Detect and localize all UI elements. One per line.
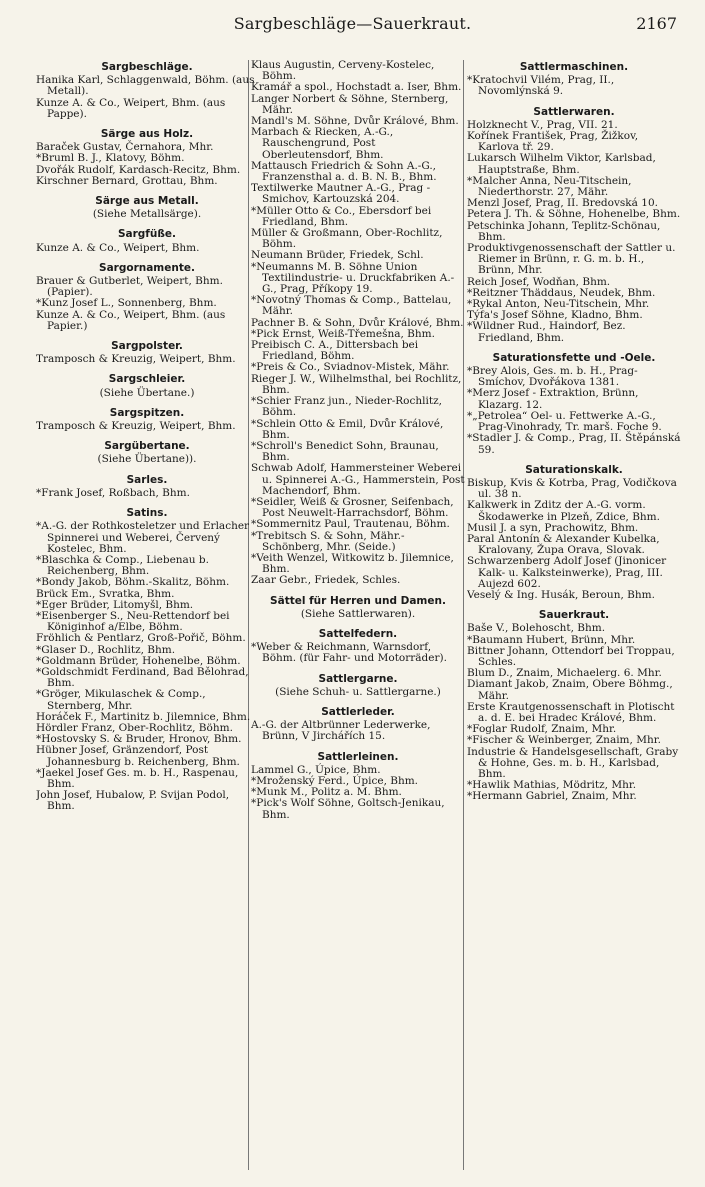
directory-entry: Langer Norbert & Söhne, Sternberg, Mähr. xyxy=(251,92,449,116)
directory-entry: Reich Josef, Wodňan, Bhm. xyxy=(467,275,611,288)
category-heading: Sattlerwaren. xyxy=(533,105,615,118)
directory-entry: *Mroženský Ferd., Úpice, Bhm. xyxy=(251,774,419,787)
category-heading: Sarles. xyxy=(126,473,168,486)
directory-entry: *Kratochvil Vilém, Prag, II., Novomlýnská 9. xyxy=(467,74,615,98)
category-heading: Sargspitzen. xyxy=(109,406,185,419)
directory-entry: *Brey Alois, Ges. m. b. H., Prag-Smíchov, Dvořákova 1381. xyxy=(467,365,638,389)
directory-entry: *Bondy Jakob, Böhm.-Skalitz, Böhm. xyxy=(36,576,230,589)
directory-entry: Kramář a spol., Hochstadt a. Iser, Bhm. xyxy=(251,81,462,94)
directory-entry: *Malcher Anna, Neu-Titschein, Niederthorstr. 27, Mähr. xyxy=(467,174,632,199)
directory-entry: *Seidler, Weiß & Grosner, Seifenbach, Post Neuwelt-Harrachsdorf, Böhm. xyxy=(251,495,454,520)
directory-entry: *Frank Josef, Roßbach, Bhm. xyxy=(36,486,190,499)
category-heading: Sargbeschläge. xyxy=(101,61,193,73)
directory-entry: John Josef, Hubalow, P. Svijan Podol, Bhm. xyxy=(36,789,230,813)
directory-entry: *Baumann Hubert, Brünn, Mhr. xyxy=(467,633,636,646)
category-heading: Sauerkraut. xyxy=(538,609,610,622)
category-heading: Sattelfedern. xyxy=(318,627,398,640)
page-number: 2167 xyxy=(636,14,677,33)
directory-entry: Kirschner Bernard, Grottau, Bhm. xyxy=(36,174,218,187)
directory-entry: *Glaser D., Rochlitz, Bhm. xyxy=(36,643,176,656)
column-middle xyxy=(251,60,465,1180)
directory-entry: Diamant Jakob, Znaim, Obere Böhmg., Mähr. xyxy=(467,678,673,702)
directory-entry: *Rykal Anton, Neu-Titschein, Mhr. xyxy=(467,298,650,311)
page-header xyxy=(0,14,705,40)
directory-entry: *Novotný Thomas & Comp., Battelau, Mähr. xyxy=(251,294,452,318)
directory-entry: *Weber & Reichmann, Warnsdorf, Böhm. (für Fahr- und Motorräder). xyxy=(251,641,447,665)
directory-entry: *A.-G. der Rothkosteletzer und Erlacher Spinnerei und Weberei, Červený Kostelec, Bhm. xyxy=(36,520,250,555)
directory-entry: Baše V., Bolehoscht, Bhm. xyxy=(467,622,606,635)
directory-entry: *Schlein Otto & Emil, Dvůr Králové, Bhm. xyxy=(251,417,444,441)
directory-entry: *Reitzner Thäddaus, Neudek, Bhm. xyxy=(467,286,656,299)
directory-entry: Blum D., Znaim, Michaelerg. 6. Mhr. xyxy=(467,667,662,680)
directory-entry: *Sommernitz Paul, Trautenau, Böhm. xyxy=(251,518,450,531)
directory-entry: Textilwerke Mautner A.-G., Prag - Smichov, Kartouzská 204. xyxy=(251,182,431,206)
category-heading: Sargfüße. xyxy=(117,228,177,241)
directory-entry: Zaar Gebr., Friedek, Schles. xyxy=(251,574,401,587)
directory-entry: Preibisch C. A., Dittersbach bei Friedland, Böhm. xyxy=(251,339,419,363)
directory-entry: *Eisenberger S., Neu-Rettendorf bei Königinhof a/Elbe, Böhm. xyxy=(36,609,230,634)
category-heading: Sattlerleder. xyxy=(321,705,395,718)
directory-entry: Brauer & Gutberlet, Weipert, Bhm. (Papier). xyxy=(36,275,223,299)
directory-entry: *Bruml B. J., Klatovy, Böhm. xyxy=(36,152,185,165)
directory-entry: A.-G. der Altbrünner Lederwerke, Brünn, V Jirchářích 15. xyxy=(251,719,431,743)
column-right xyxy=(467,60,681,1180)
column-left xyxy=(36,60,258,1180)
cross-reference: (Siehe Übertane)). xyxy=(97,453,197,466)
directory-entry: Rieger J. W., Wilhelmsthal, bei Rochlitz, Bhm. xyxy=(251,372,462,396)
directory-entry: Kořínek František, Prag, Žižkov, Karlova tř. 29. xyxy=(467,130,639,154)
directory-entry: Industrie & Handelsgesellschaft, Graby & Hohne, Ges. m. b. H., Karlsbad, Bhm. xyxy=(467,745,679,780)
category-heading: Sattlermaschinen. xyxy=(519,61,629,73)
category-heading: Sargschleier. xyxy=(108,373,186,386)
directory-entry: Hanika Karl, Schlaggenwald, Böhm. (aus Metall). xyxy=(36,74,255,98)
directory-entry: Hübner Josef, Gränzendorf, Post Johannesburg b. Reichenberg, Bhm. xyxy=(36,744,240,768)
directory-entry: *Hermann Gabriel, Znaim, Mhr. xyxy=(467,790,637,803)
directory-entry: *Gröger, Mikulaschek & Comp., Sternberg, Mhr. xyxy=(36,688,206,712)
directory-entry: Müller & Großmann, Ober-Rochlitz, Böhm. xyxy=(251,227,443,251)
directory-entry: Brück Em., Svratka, Bhm. xyxy=(36,587,175,600)
directory-entry: *Hawlik Mathias, Mödritz, Mhr. xyxy=(467,779,637,792)
category-heading: Särge aus Metall. xyxy=(95,195,199,208)
directory-entry: Neumann Brüder, Friedek, Schl. xyxy=(251,249,424,262)
directory-entry: *Pick's Wolf Söhne, Goltsch-Jenikau, Bhm. xyxy=(251,797,445,821)
directory-entry: Marbach & Riecken, A.-G., Rauschengrund, Post Oberleutensdorf, Bhm. xyxy=(251,126,394,161)
cross-reference: (Siehe Sattlerwaren). xyxy=(300,607,416,620)
directory-entry: Holzknecht V., Prag, VII. 21. xyxy=(467,118,618,131)
directory-entry: Mattausch Friedrich & Sohn A.-G., Franzensthal a. d. B. N. B., Bhm. xyxy=(251,159,437,184)
directory-entry: Kunze A. & Co., Weipert, Bhm. xyxy=(36,241,200,254)
directory-entry: Lukarsch Wilhelm Viktor, Karlsbad, Hauptstraße, Bhm. xyxy=(467,152,656,176)
directory-entry: Petschinka Johann, Teplitz-Schönau, Bhm. xyxy=(467,219,661,243)
directory-entry: Baraček Gustav, Černahora, Mhr. xyxy=(36,141,214,154)
directory-entry: Petera J. Th. & Söhne, Hohenelbe, Bhm. xyxy=(467,208,681,221)
category-heading: Sargpolster. xyxy=(111,340,183,353)
category-heading: Sargübertane. xyxy=(104,440,190,453)
directory-entry: *Eger Brüder, Litomyšl, Bhm. xyxy=(36,598,194,611)
directory-entry: Dvořák Rudolf, Kardasch-Recitz, Bhm. xyxy=(36,163,241,176)
directory-entry: Schwab Adolf, Hammersteiner Weberei u. Spinnerei A.-G., Hammerstein, Post Machendorf, Bhm. xyxy=(251,462,465,497)
directory-entry: *Foglar Rudolf, Znaim, Mhr. xyxy=(467,723,617,736)
directory-entry: *Goldschmidt Ferdinand, Bad Bělohrad, Bhm. xyxy=(36,665,249,690)
category-heading: Saturationsfette und -Oele. xyxy=(492,351,656,364)
cross-reference: (Siehe Schuh- u. Sattlergarne.) xyxy=(275,685,441,698)
directory-entry: Schwarzenberg Adolf Josef (Jinonicer Kalk- u. Kalksteinwerke), Prag, III. Aujezd 602. xyxy=(467,555,667,590)
directory-entry: Veselý & Ing. Husák, Beroun, Bhm. xyxy=(467,588,655,601)
directory-entry: Fröhlich & Pentlarz, Groß-Pořič, Böhm. xyxy=(36,632,246,645)
directory-entry: Musil J. a syn, Prachowitz, Bhm. xyxy=(467,521,639,534)
directory-entry: *Merz Josef - Extraktion, Brünn, Klazarg. 12. xyxy=(467,387,639,411)
directory-entry: Produktivgenossenschaft der Sattler u. Riemer in Brünn, r. G. m. b. H., Brünn, Mhr. xyxy=(467,242,676,277)
directory-entry: *Preis & Co., Sviadnov-Mistek, Mähr. xyxy=(251,361,450,374)
directory-entry: *Wildner Rud., Haindorf, Bez. Friedland, Bhm. xyxy=(467,320,626,344)
cross-reference: (Siehe Übertane.) xyxy=(99,386,195,399)
category-heading: Satins. xyxy=(126,507,168,520)
directory-entry: Týfa's Josef Söhne, Kladno, Bhm. xyxy=(467,309,643,322)
directory-entry: Kalkwerk in Zditz der A.-G. vorm. Škodawerke in Plzeň, Zdice, Bhm. xyxy=(467,499,660,523)
directory-entry: *Jaekel Josef Ges. m. b. H., Raspenau, Bhm. xyxy=(36,766,239,790)
directory-entry: Klaus Augustin, Červeny-Kostelec, Böhm. xyxy=(251,60,435,83)
directory-entry: *Stadler J. & Comp., Prag, II. Štěpánská 59. xyxy=(467,432,681,456)
directory-entry: *Goldmann Brüder, Hohenelbe, Böhm. xyxy=(36,654,241,667)
directory-entry: Paral Antonín & Alexander Kubelka, Kralovany, Župa Orava, Slovak. xyxy=(467,532,660,557)
directory-entry: Erste Krautgenossenschaft in Plotischt a. d. E. bei Hradec Králové, Bhm. xyxy=(467,700,675,724)
directory-entry: Mandl's M. Söhne, Dvůr Králové, Bhm. xyxy=(251,115,459,128)
category-heading: Sattlerleinen. xyxy=(317,750,399,763)
page-title: Sargbeschläge—Sauerkraut. xyxy=(233,14,472,33)
directory-entry: *Trebitsch S. & Sohn, Mähr.-Schönberg, Mhr. (Seide.) xyxy=(251,529,405,553)
directory-entry: Tramposch & Kreuzig, Weipert, Bhm. xyxy=(36,353,236,366)
directory-entry: Horáček F., Martinitz b. Jilemnice, Bhm. xyxy=(36,710,251,723)
directory-entry: *Munk M., Politz a. M. Bhm. xyxy=(251,786,402,799)
directory-entry: *Neumanns M. B. Söhne Union Textilindustrie- u. Druckfabriken A.-G., Prag, Příkopy 19. xyxy=(251,260,455,296)
directory-entry: Pachner B. & Sohn, Dvůr Králové, Bhm. xyxy=(251,316,464,329)
directory-entry: *Schroll's Benedict Sohn, Braunau, Bhm. xyxy=(251,439,439,464)
category-heading: Särge aus Holz. xyxy=(100,128,194,141)
directory-entry: Tramposch & Kreuzig, Weipert, Bhm. xyxy=(36,420,236,433)
category-heading: Sargornamente. xyxy=(99,261,195,274)
directory-entry: *Pick Ernst, Weiß-Třemešna, Bhm. xyxy=(251,327,435,340)
category-heading: Saturationskalk. xyxy=(525,463,623,476)
directory-entry: Hördler Franz, Ober-Rochlitz, Böhm. xyxy=(36,721,233,734)
directory-entry: *Blaschka & Comp., Liebenau b. Reichenberg, Bhm. xyxy=(36,553,209,578)
directory-entry: *„Petrolea“ Oel- u. Fettwerke A.-G., Prag-Vinohrady, Tr. marš. Foche 9. xyxy=(467,409,662,434)
directory-entry: *Kunz Josef L., Sonnenberg, Bhm. xyxy=(36,297,217,310)
category-heading: Sattlergarne. xyxy=(318,672,398,685)
directory-entry: *Fischer & Weinberger, Znaim, Mhr. xyxy=(467,734,661,747)
directory-entry: Kunze A. & Co., Weipert, Bhm. (aus Pappe). xyxy=(36,96,226,120)
cross-reference: (Siehe Metallsärge). xyxy=(92,208,202,221)
directory-entry: Bittner Johann, Ottendorf bei Troppau, Schles. xyxy=(467,644,675,668)
directory-entry: Biskup, Kvis & Kotrba, Prag, Vodičkova ul. 38 n. xyxy=(467,476,677,501)
directory-entry: Lammel G., Úpice, Bhm. xyxy=(251,763,381,776)
directory-entry: *Müller Otto & Co., Ebersdorf bei Friedland, Bhm. xyxy=(251,204,432,228)
directory-entry: Kunze A. & Co., Weipert, Bhm. (aus Papier.) xyxy=(36,308,226,332)
category-heading: Sättel für Herren und Damen. xyxy=(270,594,446,607)
directory-entry: *Hostovsky S. & Bruder, Hronov, Bhm. xyxy=(36,733,242,746)
directory-entry: *Schier Franz jun., Nieder-Rochlitz, Böhm. xyxy=(251,395,442,419)
directory-entry: Menzl Josef, Prag, II. Bredovská 10. xyxy=(467,197,658,210)
directory-entry: *Veith Wenzel, Witkowitz b. Jilemnice, Bhm. xyxy=(251,551,454,576)
